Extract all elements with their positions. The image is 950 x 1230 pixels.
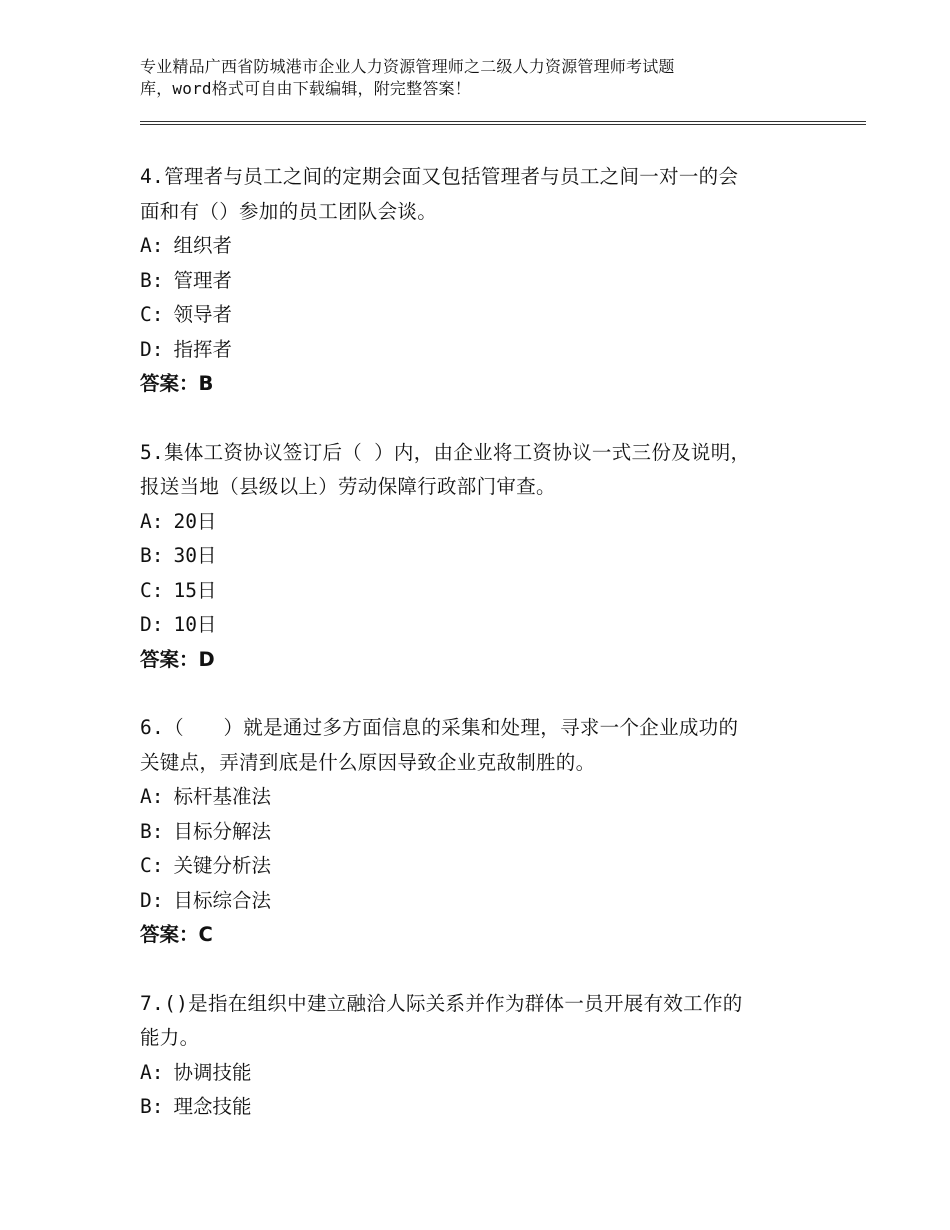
question-text-line: 报送当地（县级以上）劳动保障行政部门审查。 [140, 475, 556, 498]
option-text: 关键分析法 [173, 854, 271, 877]
option-b [140, 1090, 840, 1125]
header-divider-bottom [140, 124, 866, 125]
option-text: 目标综合法 [173, 888, 271, 912]
option-c [140, 849, 840, 884]
option-a [140, 229, 840, 264]
question-text-line: 6.（ ）就是通过多方面信息的采集和处理，寻求一个企业成功的 [140, 716, 739, 739]
header-title-line-1: 专业精品广西省防城港市企业人力资源管理师之二级人力资源管理师考试题 [140, 57, 675, 76]
option-text: 理念技能 [173, 1095, 252, 1118]
option-text: 指挥者 [173, 337, 232, 361]
option-text: 管理者 [173, 268, 232, 292]
answer-label: 答案：D [140, 647, 215, 671]
question-text-line: 7.()是指在组织中建立融洽人际关系并作为群体一员开展有效工作的 [140, 991, 743, 1015]
option-key: A: [140, 234, 164, 257]
option-a [140, 505, 840, 540]
question-text-line: 能力。 [140, 1026, 200, 1049]
question-text-line: 4.管理者与员工之间的定期会面又包括管理者与员工之间一对一的会 [140, 165, 739, 188]
question-text [140, 987, 840, 1056]
question-text [140, 711, 840, 780]
question-7 [140, 987, 840, 1125]
option-a [140, 1056, 840, 1091]
answer-label: 答案：C [140, 923, 213, 946]
question-list [140, 160, 840, 1125]
option-key: B: [140, 1095, 164, 1118]
question-4 [140, 160, 840, 402]
option-key: D: [140, 337, 164, 361]
option-text: 10日 [173, 613, 217, 636]
option-text: 30日 [173, 544, 217, 567]
option-key: D: [140, 613, 164, 636]
question-6 [140, 711, 840, 953]
document-header [140, 56, 840, 100]
question-text [140, 160, 840, 229]
answer-label: 答案：B [140, 372, 214, 395]
question-text-line: 5.集体工资协议签订后（ ）内，由企业将工资协议一式三份及说明， [140, 440, 751, 464]
option-c [140, 298, 840, 333]
option-text: 标杆基准法 [173, 785, 271, 808]
option-b [140, 264, 840, 299]
option-d [140, 333, 840, 368]
option-key: B: [140, 544, 164, 567]
option-key: A: [140, 1060, 164, 1084]
option-text: 目标分解法 [173, 819, 271, 843]
question-text [140, 436, 840, 505]
option-key: C: [140, 303, 164, 326]
option-key: C: [140, 854, 164, 877]
option-d [140, 884, 840, 919]
header-divider-top [140, 121, 866, 122]
option-text: 协调技能 [173, 1060, 252, 1084]
option-key: C: [140, 578, 164, 602]
option-key: A: [140, 785, 164, 808]
option-key: A: [140, 509, 164, 533]
option-d [140, 608, 840, 643]
option-key: B: [140, 819, 164, 843]
question-5 [140, 436, 840, 678]
option-a [140, 780, 840, 815]
option-key: B: [140, 268, 164, 292]
option-b [140, 539, 840, 574]
question-text-line: 关键点，弄清到底是什么原因导致企业克敌制胜的。 [140, 750, 596, 774]
option-c [140, 574, 840, 609]
option-key: D: [140, 888, 164, 912]
header-title-line-2: 库，word格式可自由下载编辑，附完整答案！ [140, 79, 471, 98]
option-text: 领导者 [173, 303, 232, 326]
option-b [140, 815, 840, 850]
option-text: 组织者 [173, 234, 232, 257]
option-text: 15日 [173, 578, 217, 602]
option-text: 20日 [173, 509, 217, 533]
question-text-line: 面和有（）参加的员工团队会谈。 [140, 199, 438, 223]
